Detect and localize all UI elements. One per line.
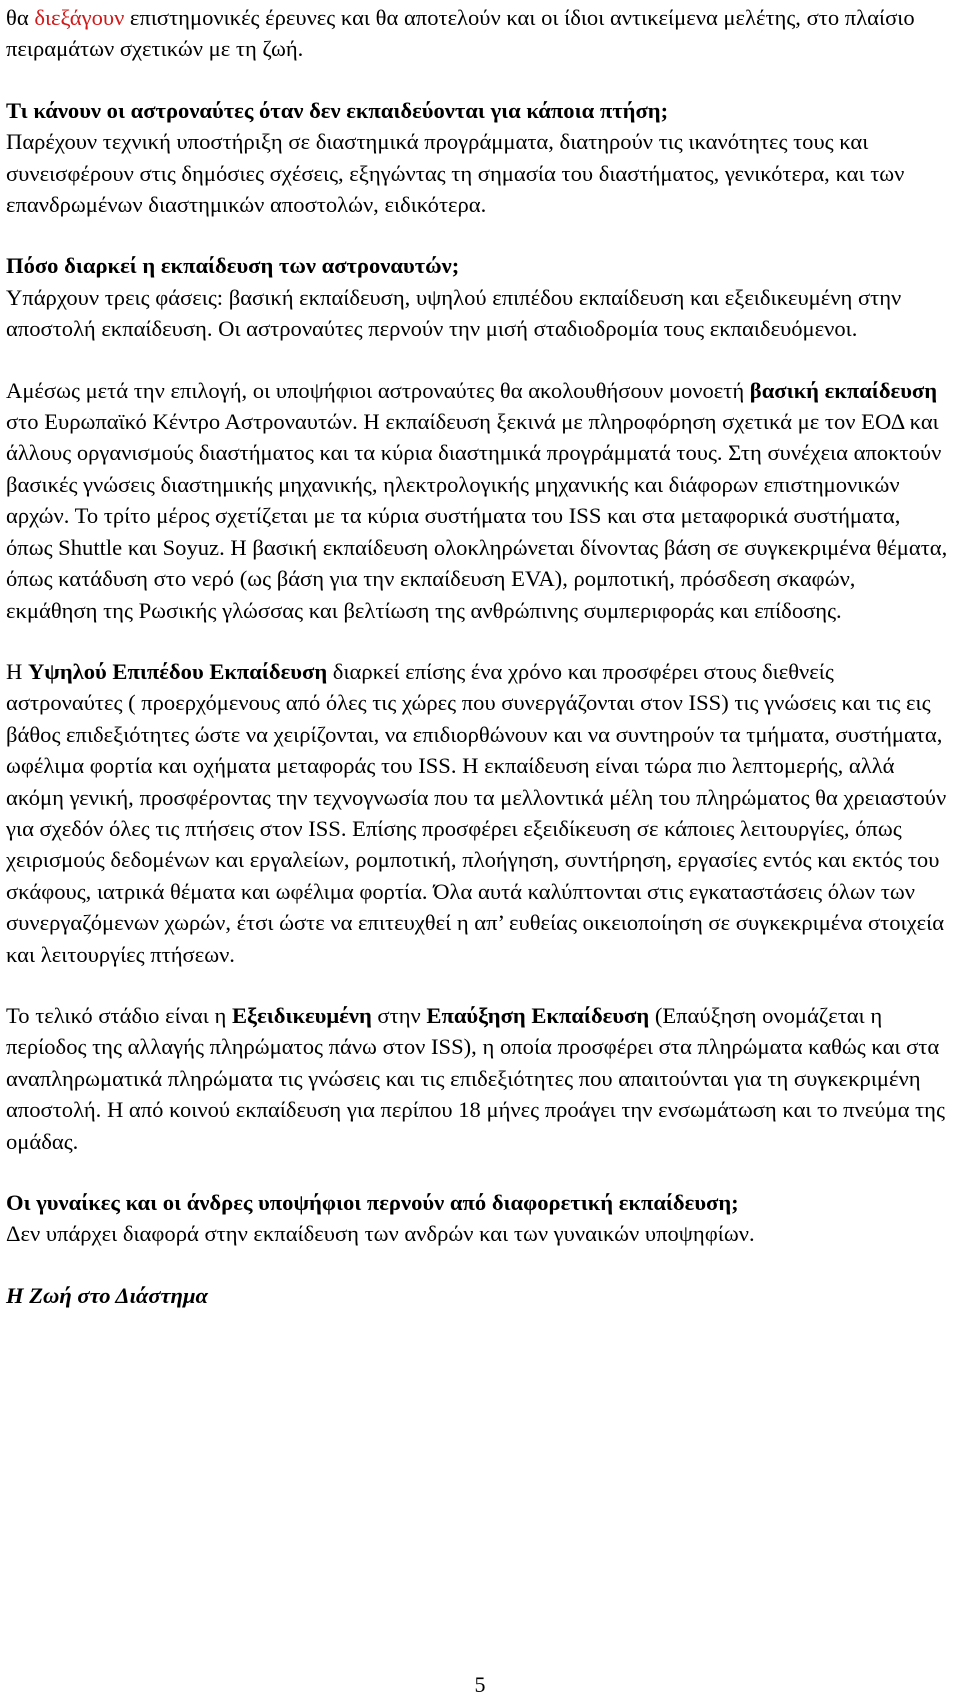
page-number: 5 [474,1672,486,1697]
bold-term: Επαύξηση Εκπαίδευση [426,1002,650,1028]
text-run: Αμέσως μετά την επιλογή, οι υποψήφιοι αστροναύτες θα ακολουθήσουν μονοετή [6,377,750,403]
bold-term: Εξειδικευμένη [231,1002,372,1028]
text-run: Το τελικό στάδιο είναι η [6,1002,232,1028]
paragraph-q1 [6,95,950,221]
text-run: (Επαύξηση ονομάζεται η περίοδος της αλλαγής πληρώματος πάνω στον ISS), η οποία προσφέρει στα πληρώματα καθώς και στα αναπληρωματικά πληρώματα τις γνώσεις και τις επιδεξιότητες που απαιτούνται για τη συγκεκριμένη αποστολή. Η από κοινού εκπαίδευση για περίπου 18 μήνες προάγει την ενσωμάτωση και το πνεύμα της ομάδας. [6,1002,945,1154]
question-heading: Τι κάνουν οι αστροναύτες όταν δεν εκπαιδεύονται για κάποια πτήση; [6,97,669,123]
spacer [6,1250,950,1280]
document-page [6,0,950,1311]
bold-term: Υψηλού Επιπέδου Εκπαίδευση [27,658,328,684]
question-heading: Οι γυναίκες και οι άνδρες υποψήφιοι περνούν από διαφορετική εκπαίδευση; [6,1190,739,1215]
highlighted-word: διεξάγουν [34,5,125,30]
paragraph-final-stage [6,1000,950,1157]
answer-text: Δεν υπάρχει διαφορά στην εκπαίδευση των ανδρών και των γυναικών υποψηφίων. [6,1221,755,1247]
answer-text: Υπάρχουν τρεις φάσεις: βασική εκπαίδευση, υψηλού επιπέδου εκπαίδευση και εξειδικευμένη στην αποστολή εκπαίδευση. Οι αστροναύτες περνούν την μισή σταδιοδρομία τους εκπαιδευόμενοι. [6,284,902,342]
text-run: στο Ευρωπαϊκό Κέντρο Αστροναυτών. Η εκπαίδευση ξεκινά με πληροφόρηση σχετικά με τον ΕΟΔ και άλλους οργανισμούς διαστήματος και τα κύρια διαστημικά προγράμματά τους. Στη συνέχεια αποκτούν βασικές γνώσεις διαστημικής μηχανικής, ηλεκτρολογικής μηχανικής και διάφορων επιστημονικών αρχών. Το τρίτο μέρος σχετίζεται με τα κύρια συστήματα του ISS και στα μεταφορικά συστήματα, όπως Shuttle και Soyuz. Η βασική εκπαίδευση ολοκληρώνεται δίνοντας βάση σε συγκεκριμένα θέματα, όπως κατάδυση στο νερό (ως βάση για την εκπαίδευση EVA), ρομποτική, πρόσδεση σκαφών, εκμάθηση της Ρωσικής γλώσσας και βελτίωση της ανθρώπινης συμπεριφοράς και επίδοσης. [6,409,948,623]
spacer [6,970,950,1000]
spacer [6,345,950,375]
section-title-text: Η Ζωή στο Διάστημα [6,1282,209,1308]
spacer [6,626,950,656]
text-run: θα [6,5,35,30]
question-heading: Πόσο διαρκεί η εκπαίδευση των αστροναυτών; [6,253,460,279]
paragraph-q2 [6,250,950,344]
paragraph-advanced-training [6,656,950,970]
bold-term: βασική εκπαίδευση [749,377,938,403]
paragraph-basic-training [6,375,950,626]
answer-text: Παρέχουν τεχνική υποστήριξη σε διαστημικά προγράμματα, διατηρούν τις ικανότητες τους και συνεισφέρουν στις δημόσιες σχέσεις, εξηγώντας τη σημασία του διαστήματος, γενικότερα, και των επανδρωμένων διαστημικών αποστολών, ειδικότερα. [6,129,905,218]
text-run: επιστημονικές έρευνες και θα αποτελούν και οι ίδιοι αντικείμενα μελέτης, στο πλαίσιο πειραμάτων σχετικών με τη ζωή. [6,5,915,62]
section-title [6,1280,950,1311]
text-run: διαρκεί επίσης ένα χρόνο και προσφέρει στους διεθνείς αστροναύτες ( προερχόμενους από όλες τις χώρες που συνεργάζονται στον ISS) τις γνώσεις και τις εις βάθος επιδεξιότητες ώστε να χειρίζονται, να επιδιορθώνουν και να συντηρούν τα τμήματα, συστήματα, ωφέλιμα φορτία και οχήματα μεταφοράς του ISS. Η εκπαίδευση είναι τώρα πιο λεπτομερής, αλλά ακόμη γενική, προσφέροντας την τεχνογνωσία που τα μελλοντικά μέλη του πληρώματος θα χρειαστούν για σχεδόν όλες τις πτήσεις στον ISS. Επίσης προσφέρει εξειδίκευση σε κάποιες λειτουργίες, όπως χειρισμούς δεδομένων και εργαλείων, ρομποτική, πλοήγηση, συντήρηση, εργασίες εντός και εκτός του σκάφους, ιατρικά θέματα και ωφέλιμα φορτία. Όλα αυτά καλύπτονται στις εγκαταστάσεις όλων των συνεργαζόμενων χωρών, έτσι ώστε να επιτευχθεί η απ’ ευθείας οικειοποίηση σε συγκεκριμένα στοιχεία και λειτουργίες πτήσεων. [6,658,947,967]
paragraph-q3 [6,1187,950,1250]
spacer [6,1157,950,1187]
spacer [6,65,950,95]
paragraph-intro [6,2,950,65]
spacer [6,220,950,250]
text-run: Η [6,658,28,684]
text-run: στην [371,1002,427,1028]
